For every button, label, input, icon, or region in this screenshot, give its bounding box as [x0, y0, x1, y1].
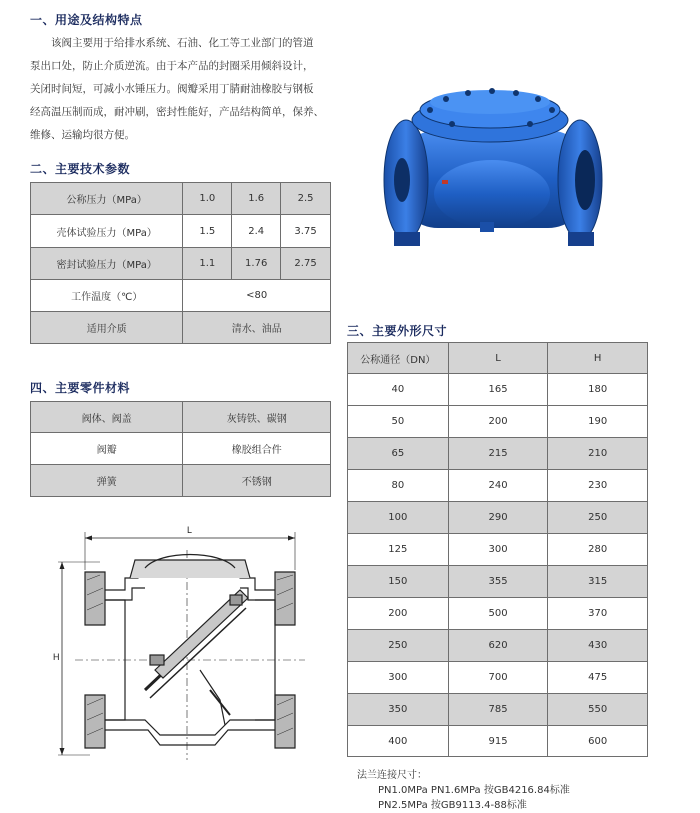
dn-cell: 350 — [348, 694, 449, 726]
dn-cell: 65 — [348, 438, 449, 470]
param-value: 2.4 — [232, 215, 281, 248]
valve-photo — [380, 62, 610, 262]
l-cell: 915 — [448, 726, 548, 757]
table-header-row — [348, 343, 648, 374]
param-label: 工作温度（℃） — [31, 280, 183, 312]
flange-note-line-2: PN2.5MPa 按GB9113.4-88标准 — [378, 800, 527, 811]
h-cell: 315 — [548, 566, 648, 598]
table-row — [348, 726, 648, 757]
table-row — [31, 433, 331, 465]
l-cell: 355 — [448, 566, 548, 598]
h-cell: 230 — [548, 470, 648, 502]
l-cell: 165 — [448, 374, 548, 406]
column-header: L — [448, 343, 548, 374]
para-line-3: 关闭时间短，可减小水锤压力。阀瓣采用丁腈耐油橡胶与钢板 — [30, 83, 314, 95]
part-name: 阀体、阀盖 — [31, 402, 183, 433]
table-row — [348, 438, 648, 470]
dim-label-H: H — [53, 652, 60, 662]
column-header: 公称通径（DN） — [348, 343, 449, 374]
part-material: 灰铸铁、碳钢 — [183, 402, 331, 433]
section2-title: 二、主要技术参数 — [30, 162, 131, 176]
l-cell: 700 — [448, 662, 548, 694]
h-cell: 250 — [548, 502, 648, 534]
part-material: 橡胶组合件 — [183, 433, 331, 465]
table-row — [348, 502, 648, 534]
para-line-5: 维修、运输均很方便。 — [30, 129, 135, 141]
table-row — [31, 183, 331, 215]
table-row — [348, 534, 648, 566]
param-value: 2.5 — [281, 183, 331, 215]
dn-cell: 50 — [348, 406, 449, 438]
dn-cell: 80 — [348, 470, 449, 502]
table-row — [348, 406, 648, 438]
param-value: 2.75 — [281, 248, 331, 280]
table-row — [31, 312, 331, 344]
section3-title: 三、主要外形尺寸 — [347, 324, 448, 338]
param-value: 3.75 — [281, 215, 331, 248]
l-cell: 290 — [448, 502, 548, 534]
h-cell: 210 — [548, 438, 648, 470]
param-value: 1.6 — [232, 183, 281, 215]
parts-materials-table — [30, 401, 331, 497]
table-row — [31, 248, 331, 280]
param-value: 1.76 — [232, 248, 281, 280]
h-cell: 475 — [548, 662, 648, 694]
part-name: 弹簧 — [31, 465, 183, 497]
valve-cross-section-drawing — [50, 520, 320, 770]
l-cell: 200 — [448, 406, 548, 438]
l-cell: 620 — [448, 630, 548, 662]
param-value: <80 — [183, 280, 331, 312]
param-label: 公称压力（MPa） — [31, 183, 183, 215]
dn-cell: 400 — [348, 726, 449, 757]
table-row — [348, 662, 648, 694]
dn-cell: 250 — [348, 630, 449, 662]
l-cell: 240 — [448, 470, 548, 502]
dn-cell: 100 — [348, 502, 449, 534]
l-cell: 500 — [448, 598, 548, 630]
dim-label-L: L — [187, 525, 193, 535]
table-row — [348, 374, 648, 406]
h-cell: 550 — [548, 694, 648, 726]
h-cell: 190 — [548, 406, 648, 438]
table-row — [31, 402, 331, 433]
l-cell: 215 — [448, 438, 548, 470]
param-value: 1.5 — [183, 215, 232, 248]
part-material: 不锈钢 — [183, 465, 331, 497]
flange-note-title: 法兰连接尺寸： — [357, 770, 427, 781]
column-header: H — [548, 343, 648, 374]
h-cell: 600 — [548, 726, 648, 757]
dn-cell: 125 — [348, 534, 449, 566]
table-row — [348, 470, 648, 502]
tech-params-table — [30, 182, 331, 344]
dn-cell: 40 — [348, 374, 449, 406]
dn-cell: 150 — [348, 566, 449, 598]
h-cell: 370 — [548, 598, 648, 630]
dimensions-table — [347, 342, 648, 757]
table-row — [31, 465, 331, 497]
param-label: 密封试验压力（MPa） — [31, 248, 183, 280]
l-cell: 300 — [448, 534, 548, 566]
table-row — [31, 215, 331, 248]
table-row — [348, 694, 648, 726]
section1-title: 一、用途及结构特点 — [30, 13, 143, 27]
param-value: 1.1 — [183, 248, 232, 280]
param-label: 壳体试验压力（MPa） — [31, 215, 183, 248]
para-line-4: 经高温压制而成，耐冲刷，密封性能好，产品结构简单，保养、 — [30, 106, 324, 118]
h-cell: 430 — [548, 630, 648, 662]
param-value: 1.0 — [183, 183, 232, 215]
param-label: 适用介质 — [31, 312, 183, 344]
table-row — [348, 598, 648, 630]
l-cell: 785 — [448, 694, 548, 726]
para-line-2: 泵出口处，防止介质逆流。由于本产品的封圈采用倾斜设计， — [30, 60, 314, 72]
para-line-1: 该阀主要用于给排水系统、石油、化工等工业部门的管道 — [51, 37, 314, 49]
part-name: 阀瓣 — [31, 433, 183, 465]
h-cell: 180 — [548, 374, 648, 406]
flange-note-line-1: PN1.0MPa PN1.6MPa 按GB4216.84标准 — [378, 785, 570, 796]
dn-cell: 200 — [348, 598, 449, 630]
table-row — [348, 566, 648, 598]
section4-title: 四、主要零件材料 — [30, 381, 131, 395]
h-cell: 280 — [548, 534, 648, 566]
table-row — [31, 280, 331, 312]
dn-cell: 300 — [348, 662, 449, 694]
section1-paragraph — [30, 32, 330, 147]
table-row — [348, 630, 648, 662]
param-value: 清水、油品 — [183, 312, 331, 344]
